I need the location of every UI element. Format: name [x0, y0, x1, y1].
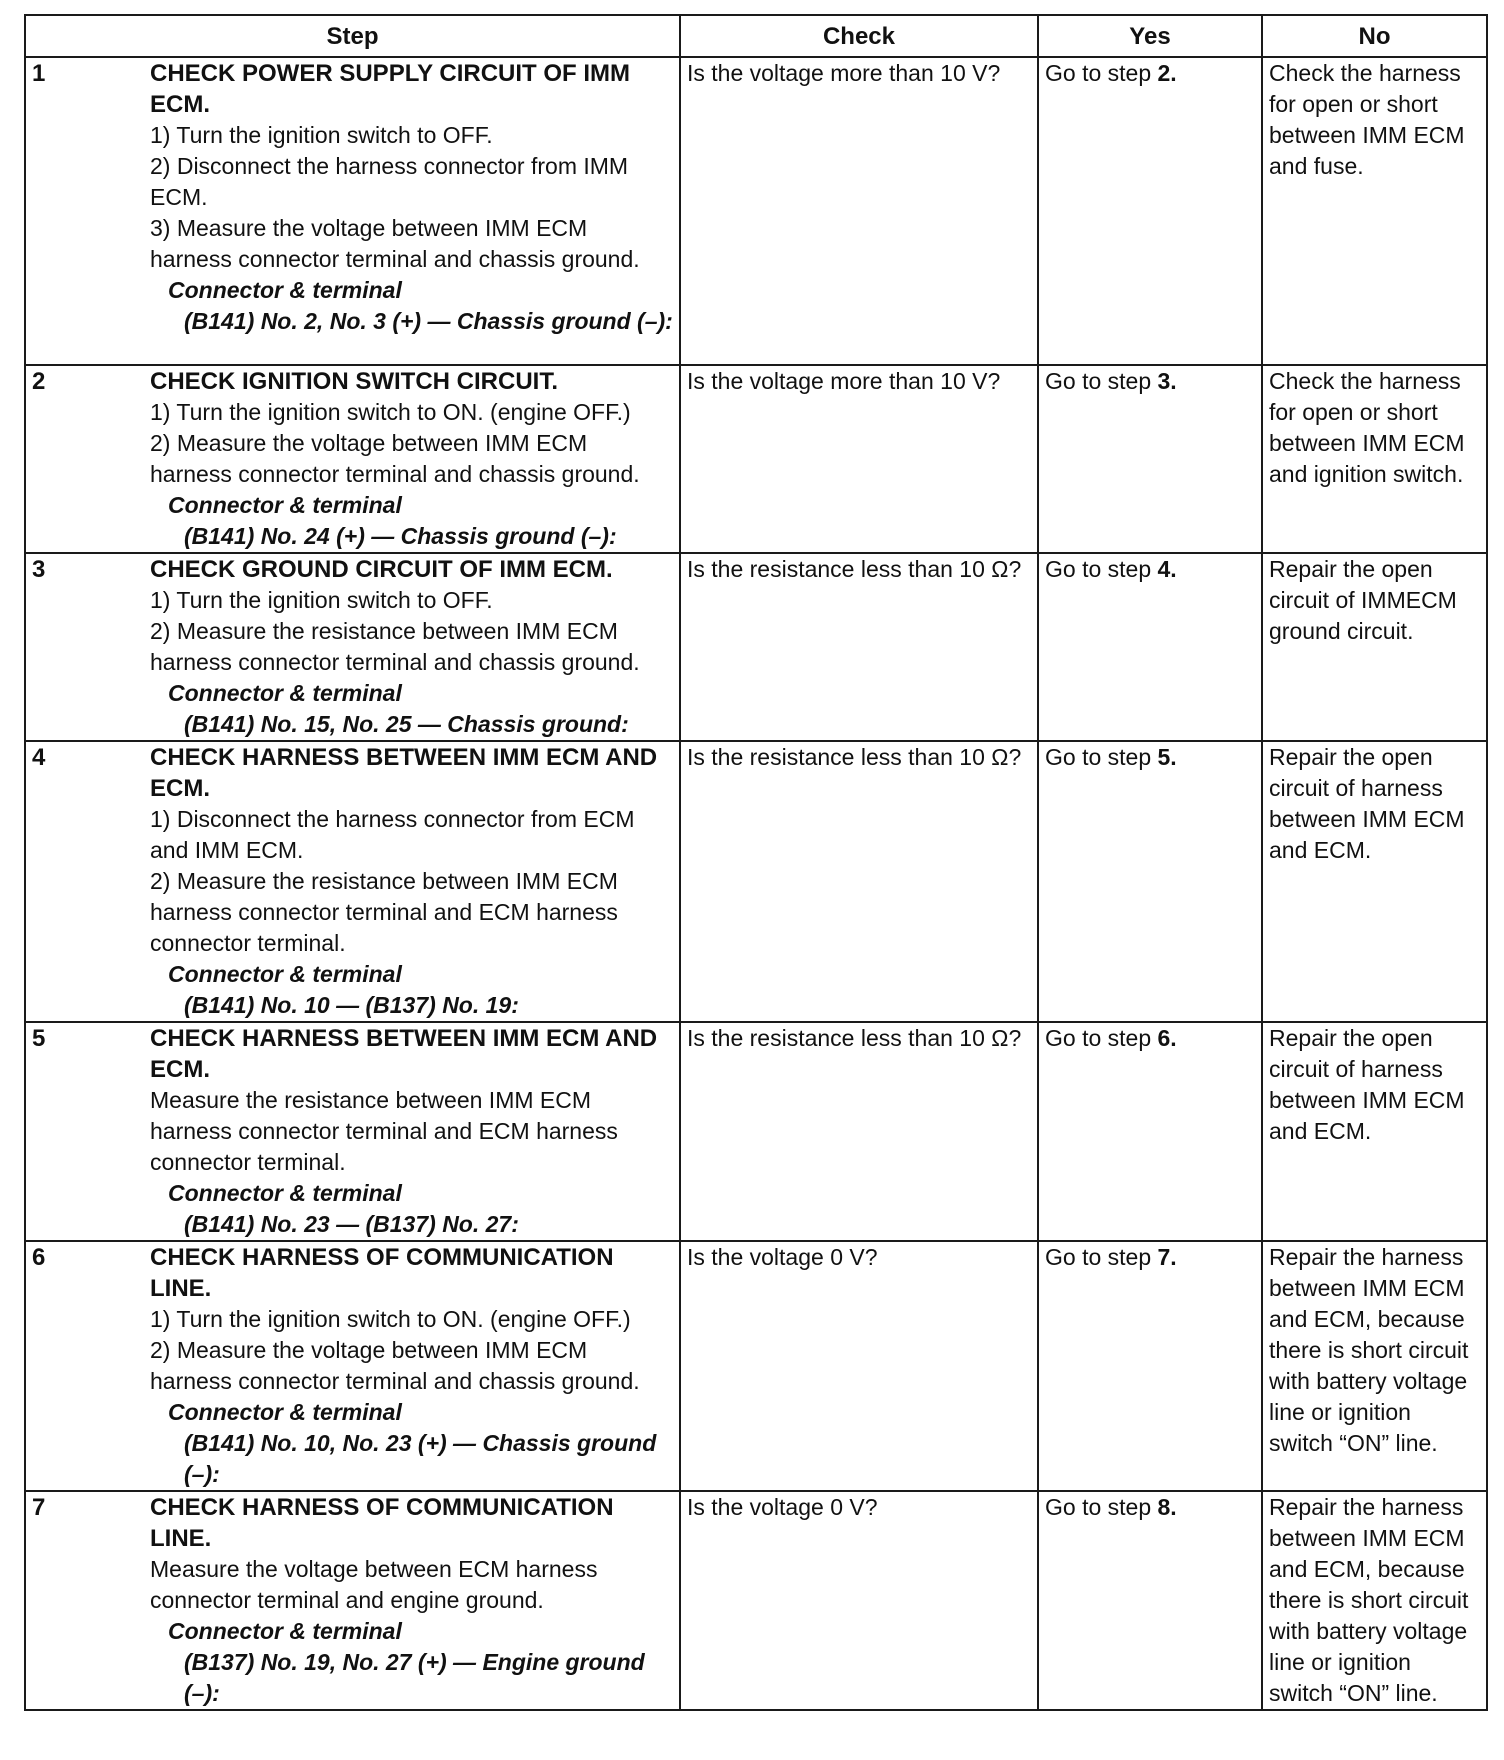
step-title: CHECK HARNESS OF COMMUNICATION LINE. — [150, 1494, 614, 1552]
step-cell — [25, 57, 680, 365]
yes-step-number: 3. — [1157, 368, 1177, 394]
step-number: 1 — [32, 60, 46, 87]
step-title: CHECK HARNESS BETWEEN IMM ECM AND ECM. — [150, 744, 658, 802]
connector-heading: Connector & terminal — [168, 1180, 402, 1206]
step-instruction: 2) Measure the voltage between IMM ECM harness connector terminal and chassis ground. — [150, 430, 640, 487]
check-cell: Is the resistance less than 10 Ω? — [680, 741, 1038, 1022]
step-number: 6 — [32, 1244, 46, 1271]
step-number: 4 — [32, 744, 46, 771]
no-cell: Repair the open circuit of harness between IMM ECM and ECM. — [1262, 741, 1487, 1022]
connector-terminal-value: (B141) No. 15, No. 25 — Chassis ground: — [184, 711, 629, 737]
step-instruction: Measure the voltage between ECM harness connector terminal and engine ground. — [150, 1556, 598, 1613]
no-cell: Repair the open circuit of IMMECM ground circuit. — [1262, 553, 1487, 741]
yes-prefix: Go to step — [1045, 744, 1158, 770]
yes-prefix: Go to step — [1045, 1025, 1158, 1051]
connector-heading: Connector & terminal — [168, 961, 402, 987]
no-cell: Check the harness for open or short between IMM ECM and fuse. — [1262, 57, 1487, 365]
step-cell — [25, 741, 680, 1022]
no-cell: Repair the harness between IMM ECM and ECM, because there is short circuit with battery voltage line or ignition switch “ON” line. — [1262, 1491, 1487, 1710]
connector-heading: Connector & terminal — [168, 1618, 402, 1644]
yes-cell — [1038, 553, 1262, 741]
table-row — [25, 553, 1487, 741]
header-check: Check — [680, 15, 1038, 57]
step-cell — [25, 365, 680, 553]
step-number: 7 — [32, 1494, 46, 1521]
connector-heading: Connector & terminal — [168, 277, 402, 303]
step-number: 5 — [32, 1025, 46, 1052]
step-title: CHECK GROUND CIRCUIT OF IMM ECM. — [150, 556, 613, 583]
yes-step-number: 6. — [1157, 1025, 1177, 1051]
step-title: CHECK POWER SUPPLY CIRCUIT OF IMM ECM. — [150, 60, 631, 118]
table-row — [25, 1241, 1487, 1491]
header-no: No — [1262, 15, 1487, 57]
connector-heading: Connector & terminal — [168, 1399, 402, 1425]
step-title: CHECK HARNESS BETWEEN IMM ECM AND ECM. — [150, 1025, 658, 1083]
yes-cell — [1038, 365, 1262, 553]
table-row — [25, 1022, 1487, 1241]
step-instruction: 1) Disconnect the harness connector from ECM and IMM ECM. — [150, 806, 635, 863]
step-cell — [25, 1491, 680, 1710]
table-row — [25, 741, 1487, 1022]
diagnostic-table — [24, 14, 1488, 1711]
connector-terminal-value: (B141) No. 10 — (B137) No. 19: — [184, 992, 519, 1018]
yes-cell — [1038, 57, 1262, 365]
step-instruction: 1) Turn the ignition switch to OFF. — [150, 122, 493, 148]
step-instruction: 2) Disconnect the harness connector from IMM ECM. — [150, 153, 629, 210]
connector-heading: Connector & terminal — [168, 680, 402, 706]
yes-step-number: 5. — [1157, 744, 1177, 770]
step-instruction: 1) Turn the ignition switch to ON. (engine OFF.) — [150, 399, 631, 425]
header-yes: Yes — [1038, 15, 1262, 57]
step-title: CHECK HARNESS OF COMMUNICATION LINE. — [150, 1244, 614, 1302]
connector-terminal-value: (B137) No. 19, No. 27 (+) — Engine ground (–): — [184, 1649, 645, 1706]
step-number: 2 — [32, 368, 46, 395]
table-row — [25, 57, 1487, 365]
yes-prefix: Go to step — [1045, 368, 1158, 394]
check-cell: Is the resistance less than 10 Ω? — [680, 1022, 1038, 1241]
header-step: Step — [25, 15, 680, 57]
step-title: CHECK IGNITION SWITCH CIRCUIT. — [150, 368, 558, 395]
connector-terminal-value: (B141) No. 10, No. 23 (+) — Chassis ground (–): — [184, 1430, 657, 1487]
no-cell: Check the harness for open or short between IMM ECM and ignition switch. — [1262, 365, 1487, 553]
connector-heading: Connector & terminal — [168, 492, 402, 518]
step-instruction: 2) Measure the resistance between IMM ECM harness connector terminal and chassis ground. — [150, 618, 640, 675]
step-cell — [25, 1022, 680, 1241]
step-instruction: 1) Turn the ignition switch to ON. (engine OFF.) — [150, 1306, 631, 1332]
check-cell: Is the voltage 0 V? — [680, 1241, 1038, 1491]
table-body — [25, 57, 1487, 1710]
table-row — [25, 365, 1487, 553]
yes-prefix: Go to step — [1045, 60, 1158, 86]
table-row — [25, 1491, 1487, 1710]
document-page — [24, 14, 1486, 1711]
yes-prefix: Go to step — [1045, 556, 1158, 582]
yes-step-number: 4. — [1157, 556, 1177, 582]
step-number: 3 — [32, 556, 46, 583]
yes-prefix: Go to step — [1045, 1244, 1158, 1270]
yes-cell — [1038, 1241, 1262, 1491]
yes-cell — [1038, 1491, 1262, 1710]
yes-cell — [1038, 741, 1262, 1022]
yes-step-number: 2. — [1157, 60, 1177, 86]
check-cell: Is the voltage more than 10 V? — [680, 365, 1038, 553]
step-instruction: 1) Turn the ignition switch to OFF. — [150, 587, 493, 613]
check-cell: Is the voltage more than 10 V? — [680, 57, 1038, 365]
yes-step-number: 7. — [1157, 1244, 1177, 1270]
check-cell: Is the voltage 0 V? — [680, 1491, 1038, 1710]
step-instruction: 2) Measure the resistance between IMM ECM harness connector terminal and ECM harness connector terminal. — [150, 868, 618, 956]
no-cell: Repair the open circuit of harness between IMM ECM and ECM. — [1262, 1022, 1487, 1241]
step-instruction: 3) Measure the voltage between IMM ECM harness connector terminal and chassis ground. — [150, 215, 640, 272]
check-cell: Is the resistance less than 10 Ω? — [680, 553, 1038, 741]
step-cell — [25, 1241, 680, 1491]
connector-terminal-value: (B141) No. 24 (+) — Chassis ground (–): — [184, 523, 617, 549]
step-instruction: Measure the resistance between IMM ECM harness connector terminal and ECM harness connector terminal. — [150, 1087, 618, 1175]
yes-prefix: Go to step — [1045, 1494, 1158, 1520]
yes-cell — [1038, 1022, 1262, 1241]
step-cell — [25, 553, 680, 741]
yes-step-number: 8. — [1157, 1494, 1177, 1520]
step-instruction: 2) Measure the voltage between IMM ECM harness connector terminal and chassis ground. — [150, 1337, 640, 1394]
table-header-row — [25, 15, 1487, 57]
no-cell: Repair the harness between IMM ECM and ECM, because there is short circuit with battery voltage line or ignition switch “ON” line. — [1262, 1241, 1487, 1491]
connector-terminal-value: (B141) No. 2, No. 3 (+) — Chassis ground (–): — [184, 308, 673, 334]
connector-terminal-value: (B141) No. 23 — (B137) No. 27: — [184, 1211, 519, 1237]
